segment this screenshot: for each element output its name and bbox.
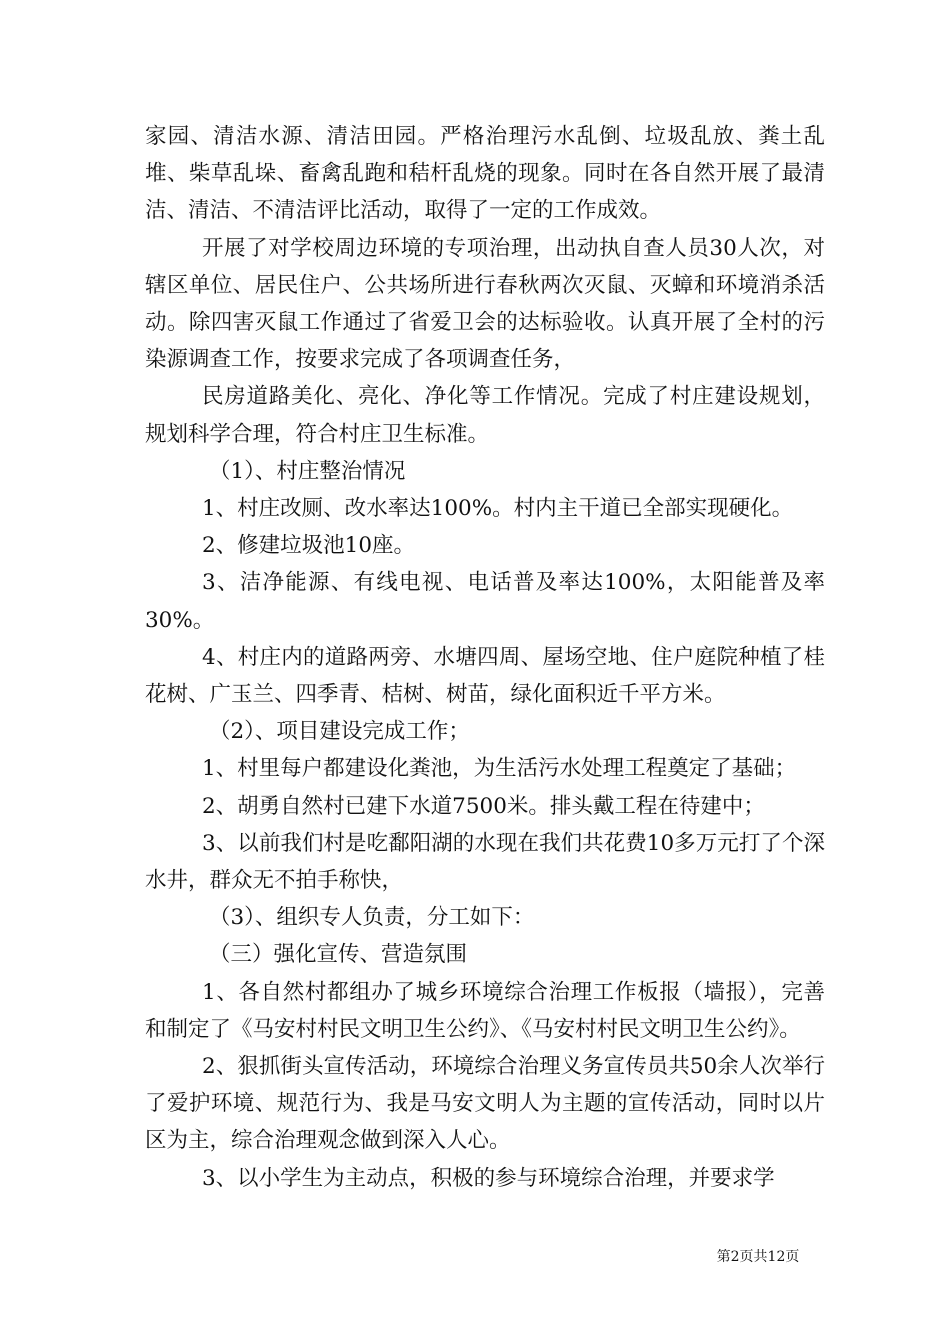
paragraph: 开展了对学校周边环境的专项治理，出动执自查人员30人次，对辖区单位、居民住户、公共场所进行春秋两次灭鼠、灭蟑和环境消杀活动。除四害灭鼠工作通过了省爱卫会的达标验收。认真开展了全村的污染源调查工作，按要求完成了各项调查任务， (145, 235, 825, 373)
list-item: 1、村里每户都建设化粪池，为生活污水处理工程奠定了基础； (202, 756, 797, 782)
list-item: 2、修建垃圾池10座。 (202, 533, 416, 559)
list-item: 2、狠抓街头宣传活动，环境综合治理义务宣传员共50余人次举行了爱护环境、规范行为、我是马安文明人为主题的宣传活动，同时以片区为主，综合治理观念做到深入人心。 (145, 1054, 825, 1154)
list-item: 2、胡勇自然村已建下水道7500米。排头戴工程在待建中； (202, 793, 765, 819)
section-heading: （三）强化宣传、营造氛围 (209, 942, 468, 968)
section-heading: （2）、项目建设完成工作； (209, 719, 470, 745)
section-heading: （1）、村庄整治情况 (209, 458, 406, 484)
page-number: 第2页共12页 (716, 1249, 800, 1265)
section-heading: （3）、组织专人负责，分工如下： (209, 905, 535, 931)
paragraph: 民房道路美化、亮化、净化等工作情况。完成了村庄建设规划，规划科学合理，符合村庄卫生标准。 (145, 384, 825, 447)
list-item: 3、洁净能源、有线电视、电话普及率达100%，太阳能普及率30%。 (145, 570, 825, 633)
page-footer (0, 1246, 950, 1266)
paragraph: 家园、清洁水源、清洁田园。严格治理污水乱倒、垃圾乱放、粪土乱堆、柴草乱垛、畜禽乱跑和秸杆乱烧的现象。同时在各自然开展了最清洁、清洁、不清洁评比活动，取得了一定的工作成效。 (145, 124, 825, 224)
list-item: 4、村庄内的道路两旁、水塘四周、屋场空地、住户庭院种植了桂花树、广玉兰、四季青、桔树、树苗，绿化面积近千平方米。 (145, 644, 825, 708)
list-item: 1、各自然村都组办了城乡环境综合治理工作板报（墙报），完善和制定了《马安村村民文明卫生公约》、《马安村村民文明卫生公约》。 (145, 979, 825, 1042)
list-item: 1、村庄改厕、改水率达100%。村内主干道已全部实现硬化。 (202, 496, 794, 522)
document-body (145, 118, 825, 1197)
list-item: 3、以前我们村是吃鄱阳湖的水现在我们共花费10多万元打了个深水井，群众无不拍手称快， (145, 830, 825, 894)
list-item: 3、以小学生为主动点，积极的参与环境综合治理，并要求学 (202, 1165, 775, 1191)
